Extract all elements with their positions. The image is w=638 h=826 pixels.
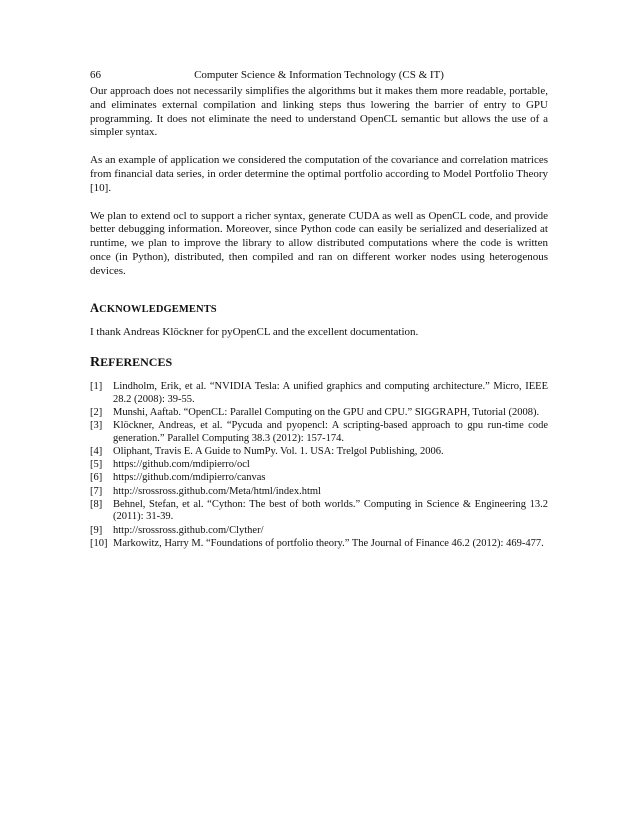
reference-list <box>90 381 548 550</box>
reference-item <box>90 381 548 406</box>
journal-title: Computer Science & Information Technology (CS & IT) <box>194 69 444 81</box>
paragraph-application: As an example of application we considered the computation of the covariance and correlation matrices from financial data series, in order determine the optimal portfolio according to Model Portfolio Theory [10]. <box>90 154 548 194</box>
reference-number: [5] <box>90 459 103 471</box>
reference-number: [2] <box>90 407 103 419</box>
reference-item <box>90 407 548 420</box>
paragraph-future-work: We plan to extend ocl to support a richer syntax, generate CUDA as well as OpenCL code, and provide better debugging information. Moreover, since Python code can easily be serialized and deserialized at runtime, we plan to improve the library to allow distributed computations where the code is written once (in Python), distributed, then compiled and ran on different worker nodes using heterogenous devices. <box>90 209 548 277</box>
references-heading <box>90 355 548 371</box>
acknowledgements-heading <box>90 301 548 316</box>
reference-text: Oliphant, Travis E. A Guide to NumPy. Vol. 1. USA: Trelgol Publishing, 2006. <box>113 446 444 458</box>
reference-text: Markowitz, Harry M. “Foundations of portfolio theory.” The Journal of Finance 46.2 (2012): 469-477. <box>113 537 544 549</box>
reference-number: [10] <box>90 537 108 549</box>
reference-item <box>90 486 548 499</box>
paragraph-approach: Our approach does not necessarily simplifies the algorithms but it makes them more readable, portable, and eliminates external compilation and linking steps thus lowering the barrier of entry to GPU programming. It does not eliminate the need to understand OpenCL semantic but allows the use of a simpler syntax. <box>90 85 548 139</box>
reference-item <box>90 446 548 459</box>
reference-number: [1] <box>90 381 103 393</box>
reference-item <box>90 420 548 445</box>
reference-number: [6] <box>90 472 103 484</box>
reference-number: [7] <box>90 485 103 497</box>
reference-text: http://srossross.github.com/Meta/html/index.html <box>113 485 321 497</box>
acknowledgements-heading-initial: A <box>90 300 100 315</box>
reference-item <box>90 459 548 472</box>
references-heading-initial: R <box>90 355 101 371</box>
references-heading-rest: EFERENCES <box>100 355 173 370</box>
reference-item <box>90 538 548 551</box>
reference-number: [8] <box>90 498 103 510</box>
reference-text: http://srossross.github.com/Clyther/ <box>113 524 264 536</box>
reference-text: Behnel, Stefan, et al. “Cython: The best of both worlds.” Computing in Science & Engineering 13.2 (2011): 31-39. <box>113 498 548 523</box>
page-number: 66 <box>90 69 101 81</box>
acknowledgements-text: I thank Andreas Klöckner for pyOpenCL and the excellent documentation. <box>90 325 419 338</box>
reference-text: https://github.com/mdipierro/ocl <box>113 459 250 471</box>
reference-text: https://github.com/mdipierro/canvas <box>113 472 266 484</box>
reference-text: Munshi, Aaftab. “OpenCL: Parallel Computing on the GPU and CPU.” SIGGRAPH, Tutorial (2008). <box>113 407 540 419</box>
paragraph-gap <box>90 140 548 154</box>
reference-number: [4] <box>90 446 103 458</box>
reference-number: [9] <box>90 524 103 536</box>
reference-text: Klöckner, Andreas, et al. “Pycuda and pyopencl: A scripting-based approach to gpu run-time code generation.” Parallel Computing 38.3 (2012): 157-174. <box>113 420 548 444</box>
reference-item <box>90 499 548 524</box>
reference-text: Lindholm, Erik, et al. “NVIDIA Tesla: A unified graphics and computing architecture.” Micro, IEEE 28.2 (2008): 39-55. <box>113 381 548 405</box>
reference-item <box>90 525 548 538</box>
page-body <box>90 85 548 551</box>
paragraph-gap <box>90 196 548 210</box>
reference-number: [3] <box>90 420 103 432</box>
acknowledgements-heading-rest: CKNOWLEDGEMENTS <box>99 303 217 315</box>
reference-item <box>90 472 548 485</box>
